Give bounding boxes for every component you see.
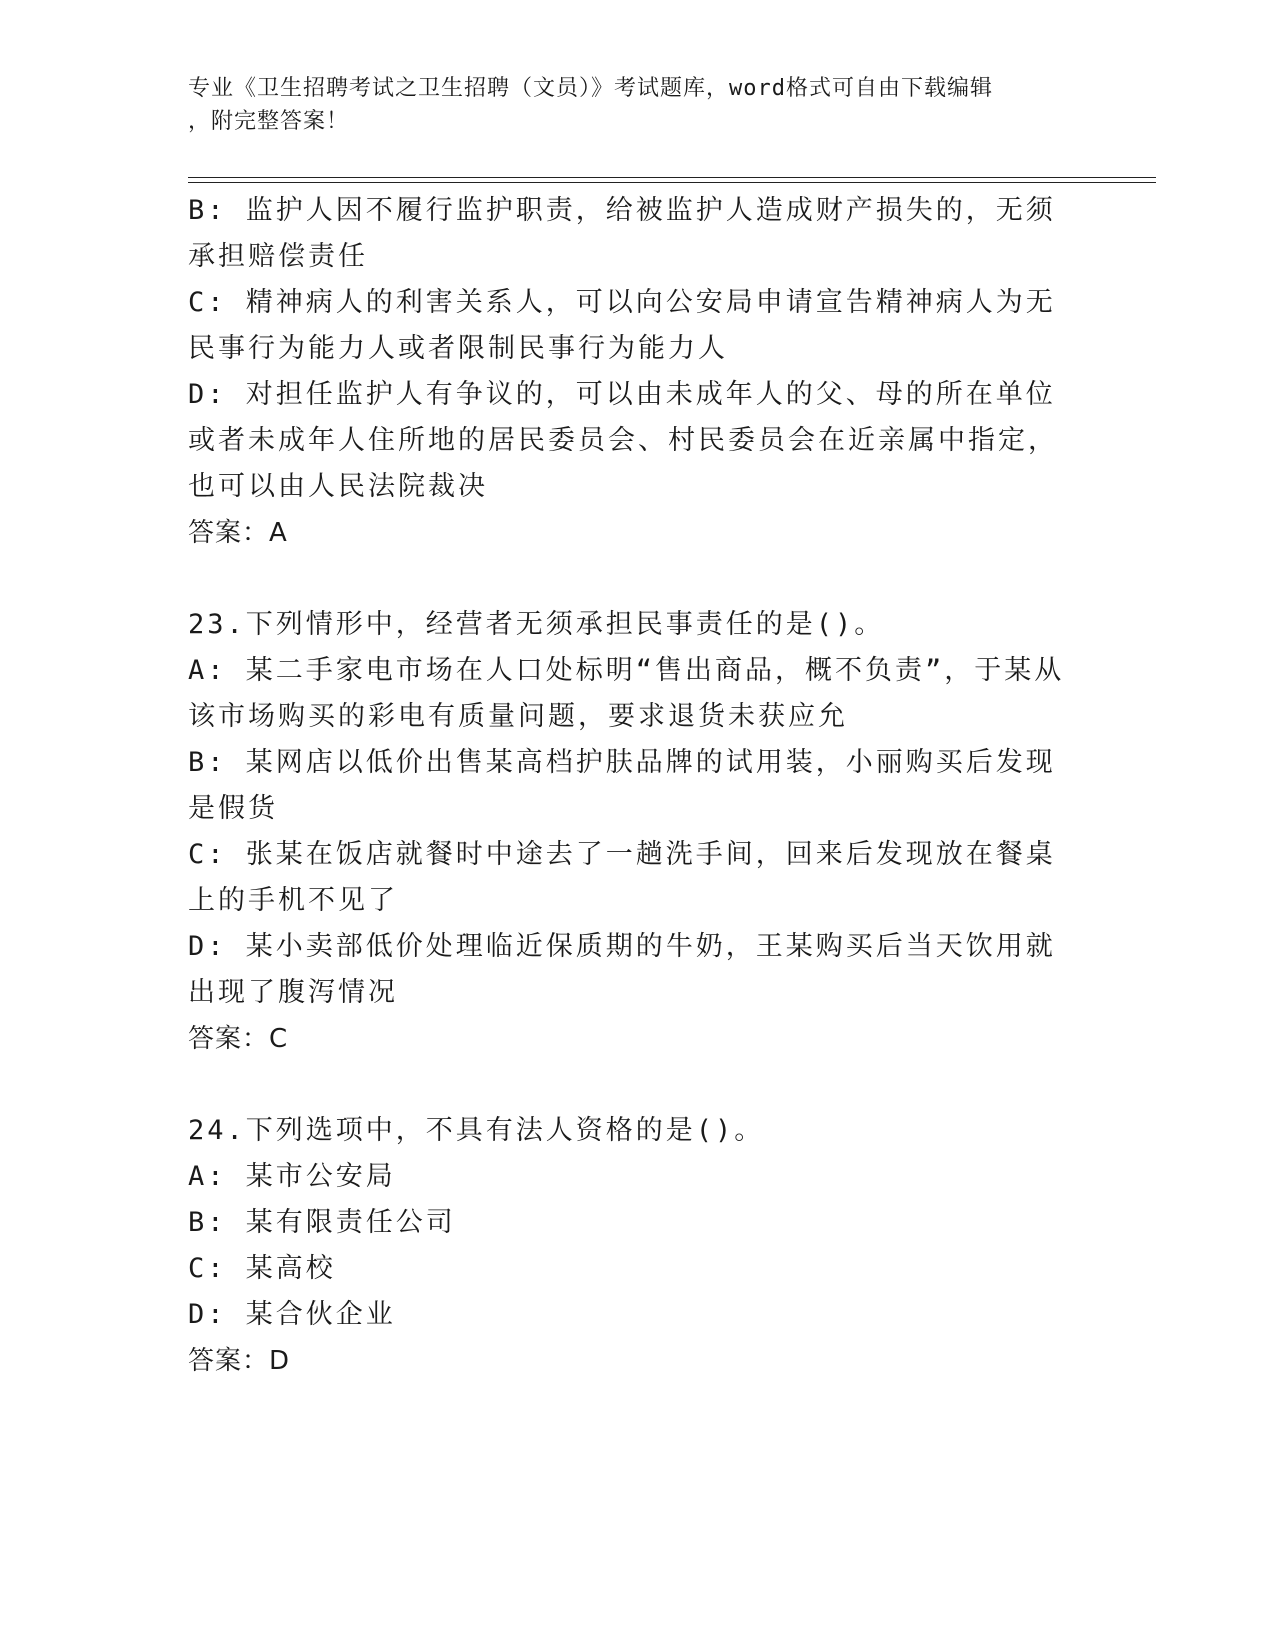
- answer: 答案：A: [188, 518, 288, 548]
- question-stem: 24.下列选项中，不具有法人资格的是()。: [188, 1115, 765, 1146]
- option-d: D: 某小卖部低价处理临近保质期的牛奶，王某购买后当天饮用就出现了腹泻情况: [188, 931, 1056, 1008]
- question-stem: 23.下列情形中，经营者无须承担民事责任的是()。: [188, 609, 885, 640]
- document-header: [188, 72, 1068, 138]
- option-c: C: 张某在饭店就餐时中途去了一趟洗手间，回来后发现放在餐桌上的手机不见了: [188, 839, 1056, 916]
- option-b: B: 某有限责任公司: [188, 1207, 456, 1238]
- spacer: [188, 556, 1068, 602]
- document-body: [188, 188, 1068, 1384]
- header-divider: [188, 177, 1156, 183]
- answer: 答案：C: [188, 1024, 289, 1054]
- header-line-1: 专业《卫生招聘考试之卫生招聘（文员）》考试题库，word格式可自由下载编辑: [188, 76, 993, 101]
- answer: 答案：D: [188, 1346, 291, 1376]
- option-d: D: 某合伙企业: [188, 1299, 396, 1330]
- option-b: B: 监护人因不履行监护职责，给被监护人造成财产损失的，无须承担赔偿责任: [188, 195, 1056, 272]
- question-23: [188, 602, 1068, 1062]
- option-c: C: 某高校: [188, 1253, 336, 1284]
- header-line-2: ，附完整答案！: [188, 109, 350, 134]
- option-a: A: 某二手家电市场在人口处标明“售出商品，概不负责”，于某从该市场购买的彩电有质量问题，要求退货未获应允: [188, 655, 1065, 732]
- option-c: C: 精神病人的利害关系人，可以向公安局申请宣告精神病人为无民事行为能力人或者限制民事行为能力人: [188, 287, 1056, 364]
- option-a: A: 某市公安局: [188, 1161, 396, 1192]
- spacer: [188, 1062, 1068, 1108]
- option-b: B: 某网店以低价出售某高档护肤品牌的试用装，小丽购买后发现是假货: [188, 747, 1056, 824]
- option-d: D: 对担任监护人有争议的，可以由未成年人的父、母的所在单位或者未成年人住所地的居民委员会、村民委员会在近亲属中指定，也可以由人民法院裁决: [188, 379, 1058, 502]
- question-22-continued: [188, 188, 1068, 556]
- question-24: [188, 1108, 1068, 1384]
